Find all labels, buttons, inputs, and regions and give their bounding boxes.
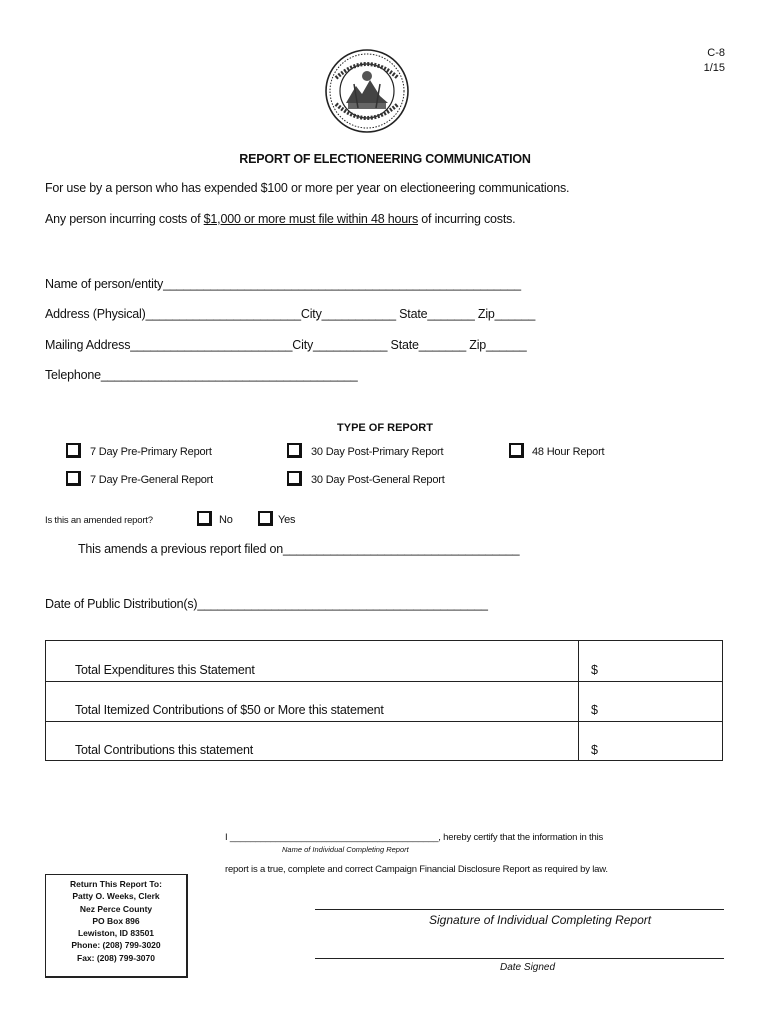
- return-county: Nez Perce County: [79, 903, 153, 914]
- return-address-box: [45, 874, 188, 978]
- totals-table: [45, 640, 723, 761]
- label-48-hour: 48 Hour Report: [532, 446, 605, 458]
- total-contributions-amount[interactable]: $: [591, 743, 598, 757]
- label-amended-yes: Yes: [278, 514, 296, 526]
- checkbox-30-day-post-primary[interactable]: [287, 443, 302, 458]
- form-title: REPORT OF ELECTIONEERING COMMUNICATION: [239, 152, 531, 166]
- intro-suffix: of incurring costs.: [418, 212, 516, 226]
- signature-caption: Signature of Individual Completing Report: [429, 913, 652, 927]
- checkbox-7-day-pre-general[interactable]: [66, 471, 81, 486]
- checkbox-amended-no[interactable]: [197, 511, 212, 526]
- name-field[interactable]: Name of person/entity_____________________________________________________: [45, 277, 521, 291]
- checkbox-48-hour[interactable]: [509, 443, 524, 458]
- previous-report-field[interactable]: This amends a previous report filed on___________________________________: [78, 542, 520, 556]
- form-number: C-8: [707, 47, 725, 59]
- certification-line-2: report is a true, complete and correct Campaign Financial Disclosure Report as required by law.: [225, 864, 608, 875]
- report-type-title: TYPE OF REPORT: [337, 422, 433, 434]
- label-30-day-post-general: 30 Day Post-General Report: [311, 474, 445, 486]
- total-expenditures-amount[interactable]: $: [591, 663, 598, 677]
- table-row: [46, 641, 722, 682]
- label-30-day-post-primary: 30 Day Post-Primary Report: [311, 446, 444, 458]
- mailing-address-field[interactable]: Mailing Address________________________City___________ State_______ Zip______: [45, 338, 527, 352]
- return-city: Lewiston, ID 83501: [77, 928, 155, 939]
- total-contributions-label: Total Contributions this statement: [75, 743, 254, 757]
- telephone-field[interactable]: Telephone______________________________________: [45, 368, 358, 382]
- label-7-day-pre-primary: 7 Day Pre-Primary Report: [90, 446, 212, 458]
- name-caption: Name of Individual Completing Report: [282, 845, 409, 854]
- label-7-day-pre-general: 7 Day Pre-General Report: [90, 474, 213, 486]
- intro-prefix: Any person incurring costs of: [45, 212, 204, 226]
- form-code: [704, 46, 725, 76]
- return-clerk: Patty O. Weeks, Clerk: [72, 891, 160, 902]
- checkbox-30-day-post-general[interactable]: [287, 471, 302, 486]
- intro-line-2: [45, 212, 515, 226]
- return-po-box: PO Box 896: [92, 915, 140, 926]
- label-amended-no: No: [219, 514, 233, 526]
- checkbox-7-day-pre-primary[interactable]: [66, 443, 81, 458]
- table-row: [46, 721, 722, 761]
- form-date: 1/15: [703, 62, 725, 74]
- return-heading: Return This Report To:: [70, 879, 162, 889]
- return-fax: Fax: (208) 799-3070: [77, 952, 155, 963]
- checkbox-amended-yes[interactable]: [258, 511, 273, 526]
- intro-deadline: $1,000 or more must file within 48 hours: [203, 212, 419, 226]
- total-itemized-amount[interactable]: $: [591, 703, 598, 717]
- return-phone: Phone: (208) 799-3020: [71, 940, 161, 951]
- certification-line-1[interactable]: I _________________________________________, hereby certify that the information in this: [225, 832, 604, 843]
- state-seal-icon: [324, 48, 410, 134]
- distribution-date-field[interactable]: Date of Public Distribution(s)___________________________________________: [45, 597, 488, 611]
- amended-question: Is this an amended report?: [45, 515, 153, 526]
- date-signed-line[interactable]: [315, 958, 724, 959]
- total-expenditures-label: Total Expenditures this Statement: [75, 663, 255, 677]
- address-field[interactable]: Address (Physical)_______________________City___________ State_______ Zip______: [45, 307, 536, 321]
- date-signed-caption: Date Signed: [500, 962, 556, 973]
- table-row: [46, 681, 722, 722]
- intro-line-1: For use by a person who has expended $100 or more per year on electioneering communications.: [45, 181, 570, 195]
- signature-line[interactable]: [315, 909, 724, 910]
- total-itemized-label: Total Itemized Contributions of $50 or More this statement: [75, 703, 384, 717]
